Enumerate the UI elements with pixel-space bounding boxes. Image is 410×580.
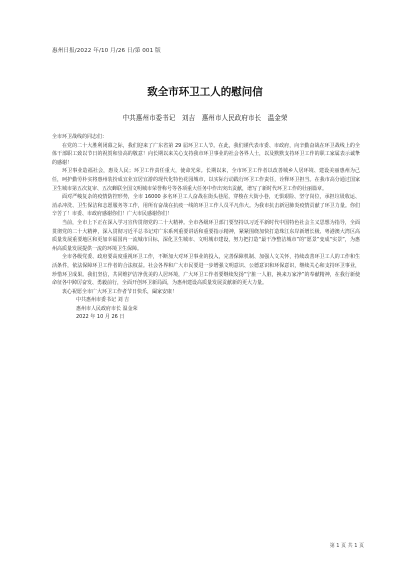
article-title: 致全市环卫工人的慰问信 — [147, 86, 263, 98]
closing-wish: 衷心祝愿全市广大环卫工作者节日快乐，阖家安康！ — [62, 288, 178, 295]
newspaper-masthead: 惠州日报/2022 年/10 月/26 日/第 001 版 — [52, 48, 161, 54]
article-byline: 中共惠州市委书记 刘吉 惠州市人民政府市长 温金荣 — [122, 114, 288, 122]
body-paragraph-2: 环卫事业造福社会，惠及人民；环卫工作责任重大，使命光荣。长期以来，全市环卫工作者以改善城乡人居环境、建设美丽惠州为己任，呵护勤劳朴实将惠州装扮成宜业宜居宜游的现代化特色花园城市，以实际行动践行环卫工作责任，诠释环卫担当。在我市高分通过国家卫生城市第五次复审、五次蝉联全国文明城市荣誉称号等各项重大任务中作出突出贡献，谱写了新时代环卫工作的壮丽篇章。 — [52, 168, 360, 192]
body-paragraph-3: 面对严峻复杂的疫情防控形势，全市 16000 多名环卫工人奋战在街头巷尾，穿梭在大街小巷，无惧艰险、坚守岗位，承担垃圾收运、消杀冲洗、卫生保洁和志愿服务等工作，用所有奋战在抗疫一线的环卫工作人员平凡伟大。为我市抗击新冠肺炎疫情贡献了环卫力量。你们辛苦了！市委、市政府感谢你们！广大市民感谢你们！ — [52, 194, 360, 218]
signature-date: 2022 年 10 月 26 日 — [76, 314, 125, 321]
page-indicator: 第 1 页 共 1 页 — [329, 543, 364, 549]
body-paragraph-1: 在党的二十大胜利闭幕之际，我们迎来了广东省第 29 届环卫工人节。在此，我们谨代表市委、市政府，向辛勤奋战在环卫战线上的全体干部职工致以节日的祝贺和崇高的敬意！向长期以来关心支持我市环卫事业的社会各界人士，以及默默支持环卫工作的职工家属表示诚挚的感谢！ — [52, 142, 360, 166]
salutation: 全市环卫战线的同志们： — [52, 134, 108, 140]
article-body — [52, 133, 360, 322]
signature-party-secretary: 中共惠州市委书记 刘 吉 — [76, 297, 130, 304]
signature-mayor: 惠州市人民政府市长 温金荣 — [76, 305, 138, 312]
body-paragraph-5: 全市各级党委、政府要高度重视环卫工作，不断加大对环卫事业的投入，完善保障机制、加强人文关怀，持续改善环卫工人的工作和生活条件，依法保障环卫工作者的合法权益。社会各界和广大市民要进一步增强文明意识、公德意识和环保意识，继续关心和支持环卫事业，珍惜环卫成果。我们坚信，共同维护洁净优美的人居环境，广大环卫工作者要继续发扬“宁脏一人脏，换来万家净”的奉献精神，在我行新使命征各中踔厉奋发、勇毅前行，全面开创环卫新局面，为惠州建设高质量发展贡献新的更大力量。 — [52, 254, 360, 287]
body-paragraph-4: 当前，全市上下正在深入学习宣传贯彻党的二十大精神。全市各级环卫部门要坚持以习近平新时代中国特色社会主义思想为指导，全面贯彻党的二十大精神，深入贯彻习近平总书记对广东系列重要讲话和重要指示精神，紧紧围绕加快打造珠江东岸新增长极、粤港澳大湾区高质量发展重要地区和更加幸福国内一流城市目标，深化卫生城市、文明城市建设，努力把打造“最干净整洁城市”的“愿景”变成“实景”，为惠州高质量发展提供一流的环境卫生保障。 — [52, 219, 360, 252]
